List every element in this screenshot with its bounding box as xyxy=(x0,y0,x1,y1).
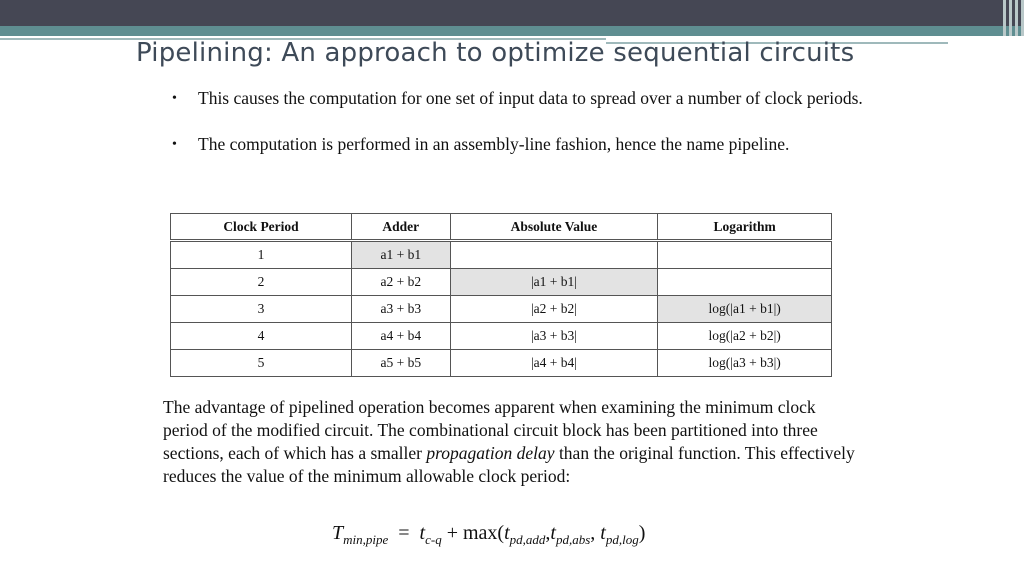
paragraph-emphasis: propagation delay xyxy=(426,443,555,463)
formula-lhs: T xyxy=(332,522,344,544)
explanation-paragraph xyxy=(163,396,863,488)
formula-t4: t xyxy=(600,522,606,544)
cell-clock-period: 1 xyxy=(171,241,352,269)
formula-t3: t xyxy=(550,522,556,544)
cell-adder: a4 + b4 xyxy=(352,323,451,350)
formula-equals: = xyxy=(398,522,410,544)
bullet-text: This causes the computation for one set of input data to spread over a number of clock periods. xyxy=(198,88,863,108)
formula-t3-sub: pd,abs xyxy=(555,532,591,547)
accent-bar xyxy=(0,26,1024,36)
header-adder: Adder xyxy=(352,214,451,241)
table-header-row xyxy=(171,214,832,241)
cell-clock-period: 4 xyxy=(171,323,352,350)
bullet-item xyxy=(172,133,872,156)
cell-absolute-value: |a2 + b2| xyxy=(450,296,658,323)
table-row xyxy=(171,241,832,269)
bullet-dot-icon: • xyxy=(172,137,177,152)
header-logarithm: Logarithm xyxy=(658,214,832,241)
pipeline-table xyxy=(170,213,832,377)
cell-logarithm xyxy=(658,241,832,269)
top-bar xyxy=(0,0,1024,26)
header-absolute-value: Absolute Value xyxy=(450,214,658,241)
cell-absolute-value: |a1 + b1| xyxy=(450,269,658,296)
slide-title: Pipelining: An approach to optimize sequential circuits xyxy=(136,38,855,68)
table-row xyxy=(171,269,832,296)
bullet-list xyxy=(172,87,872,179)
cell-adder: a5 + b5 xyxy=(352,350,451,377)
formula-t4-sub: pd,log xyxy=(605,532,639,547)
paragraph-text: The advantage of pipelined operation becomes apparent when examining the minimum clock period of the modified circuit. The combinational circuit block has been partitioned into three sections, each of which has a smaller xyxy=(163,397,818,463)
cell-adder: a2 + b2 xyxy=(352,269,451,296)
cell-adder: a3 + b3 xyxy=(352,296,451,323)
cell-clock-period: 2 xyxy=(171,269,352,296)
cell-absolute-value: |a3 + b3| xyxy=(450,323,658,350)
formula-lhs-sub: min,pipe xyxy=(343,532,389,547)
table-row xyxy=(171,296,832,323)
cell-absolute-value xyxy=(450,241,658,269)
table-row xyxy=(171,350,832,377)
bullet-text: The computation is performed in an assembly-line fashion, hence the name pipeline. xyxy=(198,134,790,154)
formula-close: ) xyxy=(638,522,646,544)
bullet-dot-icon: • xyxy=(172,91,177,106)
table-row xyxy=(171,323,832,350)
cell-logarithm: log(|a1 + b1|) xyxy=(658,296,832,323)
clock-period-formula: $T_{min,pipe} = t_{c-q} + \max(t_{pd,add},t_{pd,abs}$, $t_{pd,log}$) xyxy=(332,522,646,547)
formula-plus-max: + max( xyxy=(446,522,505,544)
cell-absolute-value: |a4 + b4| xyxy=(450,350,658,377)
cell-logarithm: log(|a3 + b3|) xyxy=(658,350,832,377)
formula-t2-sub: pd,add xyxy=(509,532,546,547)
formula-t2: t xyxy=(504,522,510,544)
cell-clock-period: 5 xyxy=(171,350,352,377)
bullet-item xyxy=(172,87,872,110)
header-clock-period: Clock Period xyxy=(171,214,352,241)
cell-logarithm: log(|a2 + b2|) xyxy=(658,323,832,350)
formula-t1: t xyxy=(419,522,426,544)
cell-adder: a1 + b1 xyxy=(352,241,451,269)
cell-logarithm xyxy=(658,269,832,296)
cell-clock-period: 3 xyxy=(171,296,352,323)
formula-t1-sub: c-q xyxy=(425,532,442,547)
paragraph-text: than the original function. This effectively reduces the value of the minimum allowable clock period: xyxy=(163,443,855,486)
corner-stripes xyxy=(996,0,1024,36)
